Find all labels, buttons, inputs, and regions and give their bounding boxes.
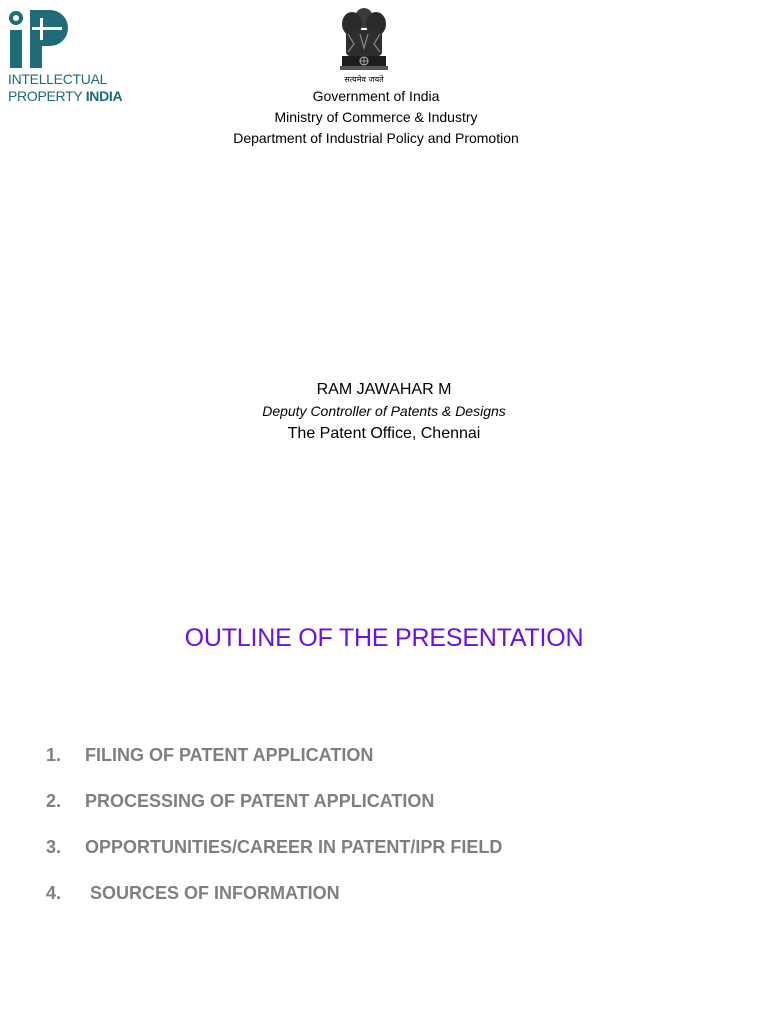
presenter-role: Deputy Controller of Patents & Designs xyxy=(262,403,506,419)
outline-item-number: 3. xyxy=(46,837,62,857)
outline-item xyxy=(46,880,502,926)
presenter-office: The Patent Office, Chennai xyxy=(287,425,481,442)
outline-item-text: FILING OF PATENT APPLICATION xyxy=(85,745,374,765)
ip-logo-mark-icon xyxy=(8,8,70,70)
outline-item-number: 4. xyxy=(46,883,62,903)
outline-item-number: 1. xyxy=(46,745,62,765)
outline-title: OUTLINE OF THE PRESENTATION xyxy=(184,624,584,652)
government-line: Government of India xyxy=(312,88,440,104)
national-emblem-icon xyxy=(336,4,392,88)
outline-item-text: OPPORTUNITIES/CAREER IN PATENT/IPR FIELD xyxy=(85,837,503,857)
emblem-motto: सत्यमेव जयते xyxy=(344,75,384,84)
logo-line-2-prefix: PROPERTY xyxy=(8,88,86,104)
outline-item xyxy=(46,834,502,880)
outline-item-number: 2. xyxy=(46,791,62,811)
ministry-line: Ministry of Commerce & Industry xyxy=(274,109,478,125)
logo-line-2-strong: INDIA xyxy=(85,88,123,104)
outline-item xyxy=(46,742,502,788)
presenter-block xyxy=(0,378,768,446)
logo-line-1: INTELLECTUAL xyxy=(8,71,108,87)
outline-item-text: PROCESSING OF PATENT APPLICATION xyxy=(85,791,435,811)
department-line: Department of Industrial Policy and Promotion xyxy=(233,130,519,146)
government-header xyxy=(0,86,768,149)
outline-item xyxy=(46,788,502,834)
outline-list xyxy=(46,742,502,926)
presenter-name: RAM JAWAHAR M xyxy=(316,381,452,398)
outline-item-text: SOURCES OF INFORMATION xyxy=(90,883,340,903)
